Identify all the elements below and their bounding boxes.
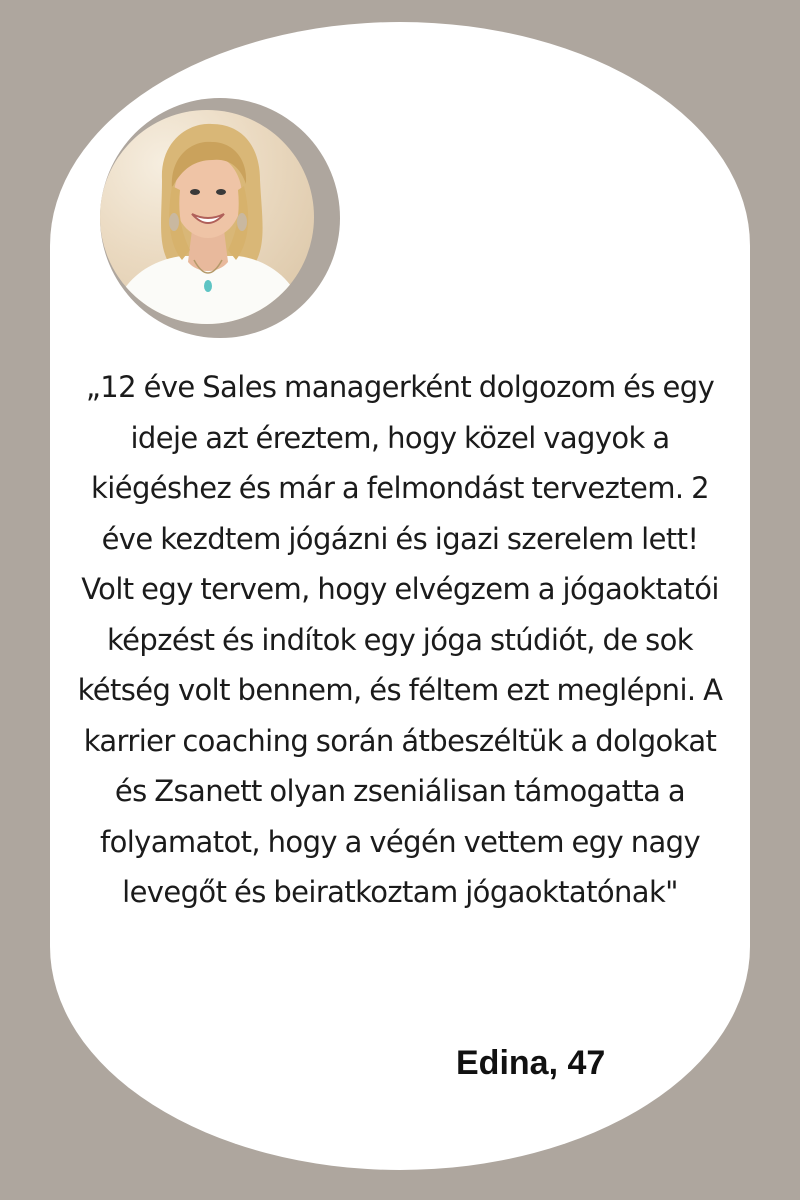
testimonial-author: Edina, 47 — [456, 1044, 606, 1082]
avatar — [100, 110, 314, 324]
testimonial-quote: „12 éve Sales managerként dolgozom és egy ideje azt éreztem, hogy közel vagyok a kiégéshez és már a felmondást terveztem. 2 éve kezdtem jógázni és igazi szerelem lett! Volt egy tervem, hogy elvégzem a jógaoktatói képzést és indítok egy jóga stúdiót, de sok kétség volt bennem, és féltem ezt meglépni. A karrier coaching során átbeszéltük a dolgokat és Zsanett olyan zseniálisan támogatta a folyamatot, hogy a végén vettem egy nagy levegőt és beiratkoztam jógaoktatónak" — [77, 370, 723, 909]
avatar-photo — [100, 110, 314, 324]
